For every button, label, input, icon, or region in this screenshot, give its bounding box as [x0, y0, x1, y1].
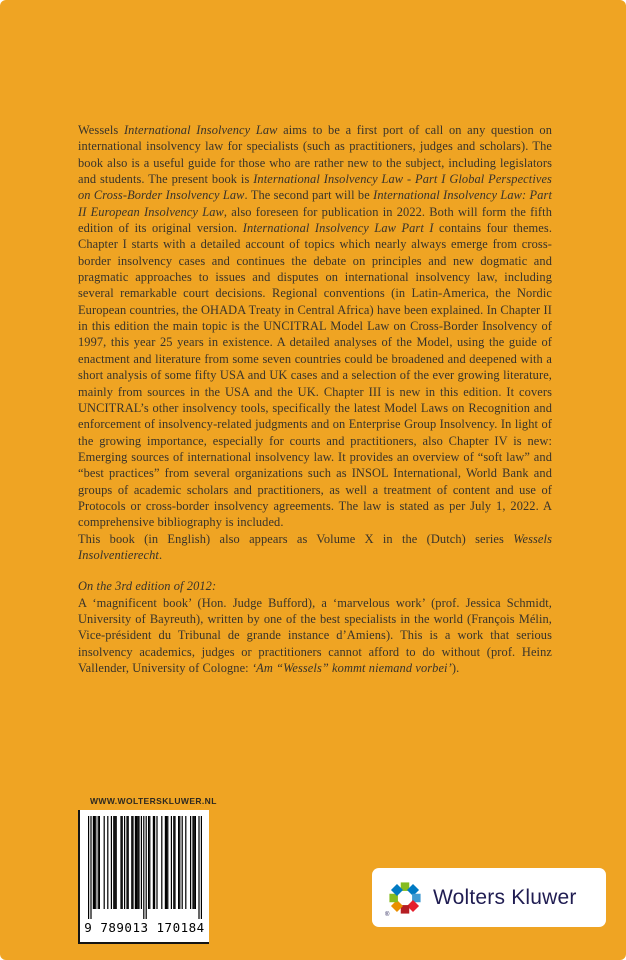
registered-trademark: ® [385, 911, 390, 918]
blurb-paragraph: Wessels International Insolvency Law aims to be a first port of call on any question on international insolvency law for specialists (such as practitioners, judges and scholars). The book also is a useful guide for those who are rather new to the subject, including legislators and students. The present book is International Insolvency Law - Part I Global Perspectives on Cross-Border Insolvency Law. The second part will be International Insolvency Law: Part II European Insolvency Law, also foreseen for publication in 2022. Both will form the fifth edition of its original version. International Insolvency Law Part I contains four themes. Chapter I starts with a detailed account of topics which nearly always emerge from cross-border insolvency cases and continues the debate on principles and new dogmatic and pragmatic approaches to issues and disputes on international insolvency law, including several remarkable court decisions. Regional conventions (in Latin-America, the Nordic European countries, the OHADA Treaty in Central Africa) have been explained. In Chapter II in this edition the main topic is the UNCITRAL Model Law on Cross-Border Insolvency of 1997, this year 25 years in existence. A detailed analyses of the Model, using the guide of enactment and literature from some seven countries could be broadened and deepened with a short analysis of some fifty USA and UK cases and a selection of the ever growing literature, mainly from sources in the USA and the UK. Chapter III is new in this edition. It covers UNCITRAL’s other insolvency tools, specifically the latest Model Laws on Recognition and enforcement of insolvency-related judgments and on Enterprise Group Insolvency. In light of the growing importance, especially for courts and practitioners, also Chapter IV is new: Emerging sources of international insolvency law. It provides an overview of “soft law” and “best practices” from several organizations such as INSOL International, World Bank and groups of academic scholars and practitioners, as well a treatment of content and use of Protocols or cross-border insolvency agreements. The law is stated as per July 1, 2022. A comprehensive bibliography is included. This book (in English) also appears as Volume X in the (Dutch) series Wessels Insolventierecht. [78, 123, 553, 562]
ean-barcode [78, 810, 209, 944]
back-cover-text [78, 122, 552, 676]
wolters-kluwer-logo [372, 868, 606, 927]
publisher-website: WWW.WOLTERSKLUWER.NL [90, 796, 217, 806]
ean-barcode-svg [88, 816, 202, 919]
edition-review-note: On the 3rd edition of 2012: A ‘magnificent book’ (Hon. Judge Bufford), a ‘marvelous work’ (prof. Jessica Schmidt, University of Bayreuth), written by one of the best specialists in the world (François Mélin, Vice-président du Tribunal de grande instance d’Amiens). This is a work that serious insolvency academics, judges or practitioners cannot afford to do without (prof. Heinz Vallender, University of Cologne: ‘Am “Wessels” kommt niemand vorbei’). [78, 579, 552, 675]
barcode-number: 9 789013 170184 [84, 920, 205, 935]
publisher-name: Wolters Kluwer [433, 885, 577, 909]
wolters-kluwer-icon [385, 881, 422, 918]
